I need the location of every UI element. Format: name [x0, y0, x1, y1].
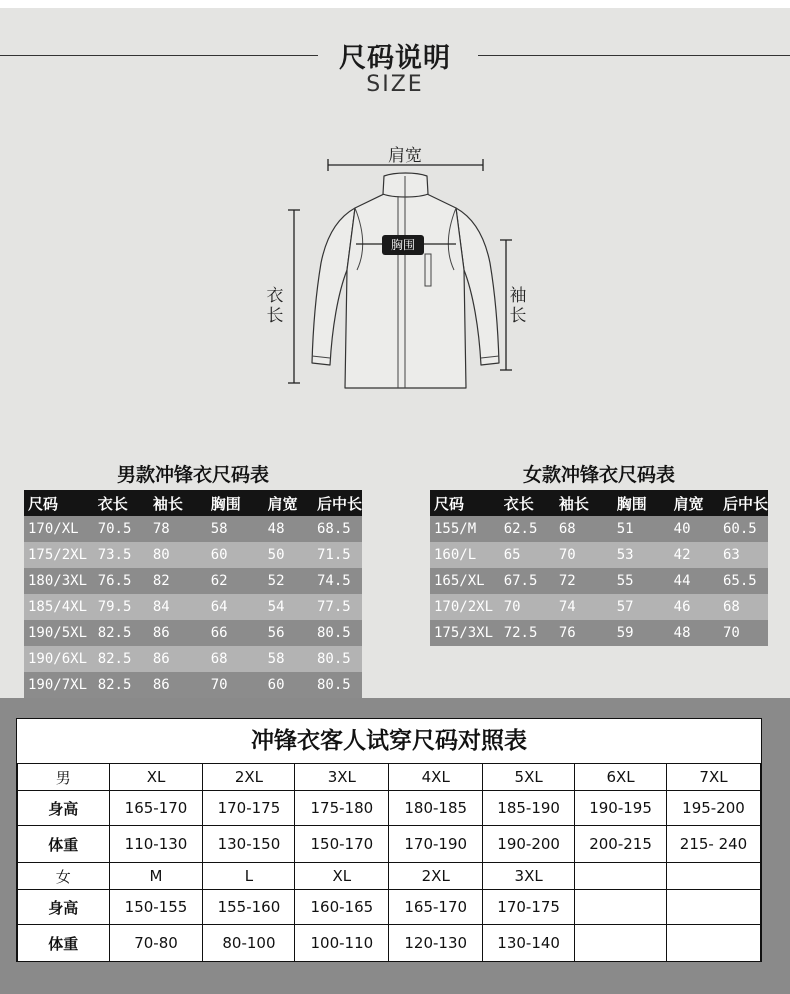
fit-cell: 200-215: [575, 826, 667, 863]
table-row: [24, 516, 362, 542]
measurement-cell: 76.5: [94, 568, 149, 594]
fit-row: [18, 863, 761, 890]
measurement-cell: 80.5: [313, 672, 362, 698]
fit-cell: 110-130: [109, 826, 203, 863]
fit-cell: XL: [109, 764, 203, 791]
women-table-title: 女款冲锋衣尺码表: [522, 464, 675, 486]
fit-row: [18, 764, 761, 791]
measurement-cell: 44: [670, 568, 719, 594]
fit-cell: [575, 925, 667, 962]
fit-cell: [575, 863, 667, 890]
size-cell: 190/6XL: [24, 646, 94, 672]
fit-cell: 130-150: [203, 826, 295, 863]
header-cell: 衣长: [500, 490, 555, 516]
measurement-cell: 54: [264, 594, 313, 620]
header-cell: 袖长: [149, 490, 207, 516]
fit-row-label: 男: [18, 764, 110, 791]
fit-cell: 165-170: [389, 890, 483, 925]
fit-row-label: 身高: [18, 890, 110, 925]
sleeve-label: 袖长: [509, 286, 527, 326]
fit-row-label: 体重: [18, 925, 110, 962]
fit-cell: 170-175: [483, 890, 575, 925]
size-cell: 185/4XL: [24, 594, 94, 620]
page-title: 尺码说明: [339, 43, 451, 74]
fit-row: [18, 791, 761, 826]
measurement-cell: 74: [555, 594, 613, 620]
measurement-cell: 60: [264, 672, 313, 698]
size-cell: 190/7XL: [24, 672, 94, 698]
fit-row-label: 体重: [18, 826, 110, 863]
fit-cell: M: [109, 863, 203, 890]
measurement-cell: 59: [613, 620, 670, 646]
fit-cell: 6XL: [575, 764, 667, 791]
measurement-cell: 80.5: [313, 646, 362, 672]
measurement-cell: 70.5: [94, 516, 149, 542]
measurement-cell: 56: [264, 620, 313, 646]
fit-reference-box: [16, 718, 762, 962]
table-row: [24, 620, 362, 646]
measurement-cell: 68.5: [313, 516, 362, 542]
fit-cell: 2XL: [389, 863, 483, 890]
measurement-cell: 67.5: [500, 568, 555, 594]
measurement-cell: 72.5: [500, 620, 555, 646]
fit-cell: 160-165: [295, 890, 389, 925]
women-table-header: [430, 490, 768, 516]
fit-cell: 150-170: [295, 826, 389, 863]
men-size-table: [24, 490, 362, 698]
fit-cell: 155-160: [203, 890, 295, 925]
measurement-cell: 58: [264, 646, 313, 672]
fit-cell: 4XL: [389, 764, 483, 791]
header-cell: 后中长: [719, 490, 768, 516]
table-row: [430, 568, 768, 594]
measurement-cell: 40: [670, 516, 719, 542]
fit-cell: [667, 925, 761, 962]
size-cell: 170/2XL: [430, 594, 500, 620]
fit-cell: 70-80: [109, 925, 203, 962]
table-row: [430, 620, 768, 646]
jacket-diagram: [0, 8, 790, 448]
measurement-cell: 80: [149, 542, 207, 568]
header-cell: 后中长: [313, 490, 362, 516]
size-cell: 175/2XL: [24, 542, 94, 568]
measurement-cell: 70: [207, 672, 264, 698]
header-cell: 尺码: [24, 490, 94, 516]
table-row: [24, 568, 362, 594]
header-cell: 肩宽: [670, 490, 719, 516]
measurement-cell: 82: [149, 568, 207, 594]
fit-reference-table: [17, 763, 761, 962]
measurement-cell: 71.5: [313, 542, 362, 568]
fit-row: [18, 925, 761, 962]
measurement-cell: 82.5: [94, 646, 149, 672]
size-cell: 160/L: [430, 542, 500, 568]
measurement-cell: 76: [555, 620, 613, 646]
measurement-cell: 58: [207, 516, 264, 542]
measurement-cell: 55: [613, 568, 670, 594]
measurement-cell: 74.5: [313, 568, 362, 594]
table-row: [430, 542, 768, 568]
measurement-cell: 72: [555, 568, 613, 594]
measurement-cell: 86: [149, 620, 207, 646]
fit-cell: [575, 890, 667, 925]
measurement-cell: 42: [670, 542, 719, 568]
page-subtitle: SIZE: [366, 72, 424, 97]
fit-cell: 130-140: [483, 925, 575, 962]
fit-cell: 215- 240: [667, 826, 761, 863]
measurement-cell: 70: [500, 594, 555, 620]
measurement-cell: 66: [207, 620, 264, 646]
measurement-cell: 79.5: [94, 594, 149, 620]
fit-cell: XL: [295, 863, 389, 890]
header-cell: 胸围: [613, 490, 670, 516]
table-row: [24, 646, 362, 672]
measurement-cell: 48: [670, 620, 719, 646]
measurement-cell: 82.5: [94, 672, 149, 698]
measurement-cell: 52: [264, 568, 313, 594]
header-cell: 肩宽: [264, 490, 313, 516]
fit-cell: L: [203, 863, 295, 890]
measurement-cell: 48: [264, 516, 313, 542]
fit-cell: 190-195: [575, 791, 667, 826]
fit-cell: 150-155: [109, 890, 203, 925]
table-row: [24, 594, 362, 620]
fit-cell: 195-200: [667, 791, 761, 826]
fit-row: [18, 890, 761, 925]
fit-cell: 170-190: [389, 826, 483, 863]
measurement-cell: 84: [149, 594, 207, 620]
measurement-cell: 68: [555, 516, 613, 542]
measurement-cell: 82.5: [94, 620, 149, 646]
measurement-cell: 65: [500, 542, 555, 568]
header-cell: 袖长: [555, 490, 613, 516]
measurement-cell: 86: [149, 646, 207, 672]
measurement-cell: 51: [613, 516, 670, 542]
table-row: [430, 516, 768, 542]
table-row: [24, 672, 362, 698]
fit-cell: 120-130: [389, 925, 483, 962]
size-cell: 175/3XL: [430, 620, 500, 646]
fit-cell: 190-200: [483, 826, 575, 863]
fit-cell: 3XL: [483, 863, 575, 890]
fit-row-label: 身高: [18, 791, 110, 826]
size-guide-header-panel: [0, 8, 790, 698]
measurement-cell: 73.5: [94, 542, 149, 568]
fit-cell: [667, 863, 761, 890]
fit-table-title: 冲锋衣客人试穿尺码对照表: [251, 728, 527, 754]
fit-cell: 7XL: [667, 764, 761, 791]
women-size-table: [430, 490, 768, 646]
fit-cell: 80-100: [203, 925, 295, 962]
fit-cell: 5XL: [483, 764, 575, 791]
size-cell: 180/3XL: [24, 568, 94, 594]
fit-row: [18, 826, 761, 863]
size-cell: 155/M: [430, 516, 500, 542]
measurement-cell: 64: [207, 594, 264, 620]
fit-cell: 2XL: [203, 764, 295, 791]
measurement-cell: 80.5: [313, 620, 362, 646]
shoulder-width-label: 肩宽: [388, 146, 422, 166]
men-table-header: [24, 490, 362, 516]
measurement-cell: 70: [719, 620, 768, 646]
table-row: [430, 594, 768, 620]
fit-cell: 185-190: [483, 791, 575, 826]
header-cell: 尺码: [430, 490, 500, 516]
fit-reference-panel: [0, 698, 790, 994]
measurement-cell: 68: [207, 646, 264, 672]
men-table-title: 男款冲锋衣尺码表: [116, 464, 269, 486]
fit-cell: 100-110: [295, 925, 389, 962]
length-label: 衣长: [266, 286, 284, 326]
measurement-cell: 65.5: [719, 568, 768, 594]
size-cell: 165/XL: [430, 568, 500, 594]
fit-row-label: 女: [18, 863, 110, 890]
fit-cell: 3XL: [295, 764, 389, 791]
measurement-cell: 63: [719, 542, 768, 568]
size-cell: 170/XL: [24, 516, 94, 542]
measurement-cell: 68: [719, 594, 768, 620]
fit-cell: 170-175: [203, 791, 295, 826]
size-cell: 190/5XL: [24, 620, 94, 646]
fit-cell: 180-185: [389, 791, 483, 826]
measurement-cell: 46: [670, 594, 719, 620]
measurement-cell: 60: [207, 542, 264, 568]
measurement-cell: 62: [207, 568, 264, 594]
measurement-cell: 77.5: [313, 594, 362, 620]
length-measure-line: [288, 210, 300, 383]
measurement-cell: 53: [613, 542, 670, 568]
measurement-cell: 50: [264, 542, 313, 568]
measurement-cell: 70: [555, 542, 613, 568]
measurement-cell: 78: [149, 516, 207, 542]
fit-cell: [667, 890, 761, 925]
fit-cell: 175-180: [295, 791, 389, 826]
table-row: [24, 542, 362, 568]
fit-cell: 165-170: [109, 791, 203, 826]
measurement-cell: 62.5: [500, 516, 555, 542]
measurement-cell: 60.5: [719, 516, 768, 542]
measurement-cell: 57: [613, 594, 670, 620]
chest-label: 胸围: [390, 238, 415, 252]
header-cell: 衣长: [94, 490, 149, 516]
measurement-cell: 86: [149, 672, 207, 698]
header-cell: 胸围: [207, 490, 264, 516]
